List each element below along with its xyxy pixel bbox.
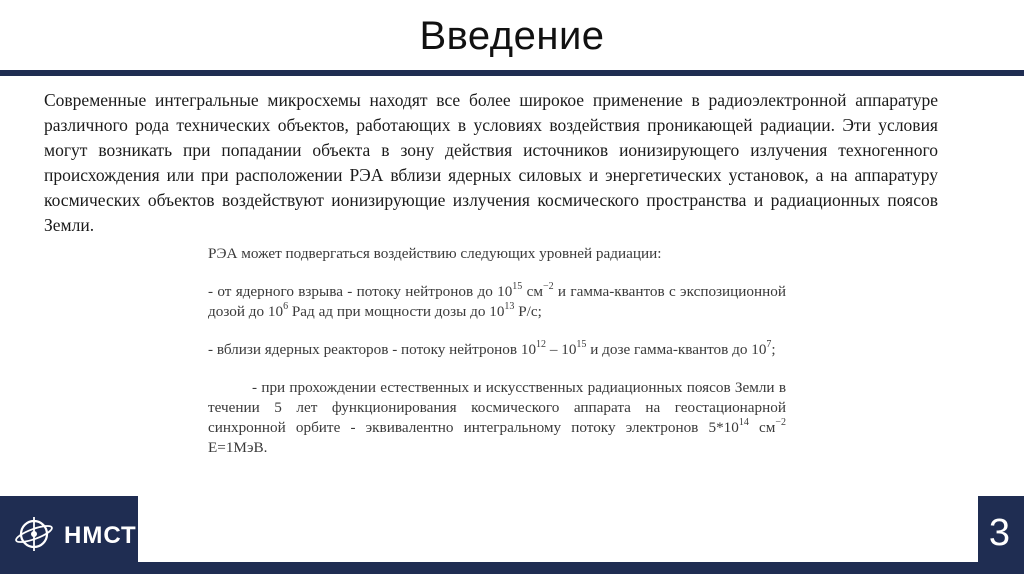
brand-name: НМСТ (64, 522, 137, 549)
footer-content-panel (138, 496, 978, 562)
level-item-nuclear-explosion: - от ядерного взрыва - потоку нейтронов до $10^{15}$ $см^{-2}$ и гамма-квантов с экспозиционной дозой до $10^6$ Рад ад при мощности дозы до $10^{13}$ Р/с; (208, 281, 786, 320)
page-number: 3 (988, 512, 1010, 554)
nmst-logo-icon (14, 514, 54, 554)
level-item-nuclear-reactors: - вблизи ядерных реакторов - потоку нейтронов $10^{12} - 10^{15}$ и дозе гамма-квантов до $10^7$; (208, 339, 776, 358)
intro-paragraph: Современные интегральные микросхемы находят все более широкое применение в радиоэлектронной аппаратуре различного рода технических объектов, работающих в условиях воздействия проникающей радиации. Эти условия могут возникать при попадании объекта в зону действия источников ионизирующего излучения техногенного происхождения или при расположении РЭА вблизи ядерных силовых и энергетических установок, а на аппаратуру космических объектов воздействуют ионизирующие излучения космического пространства и радиационных поясов Земли. (44, 90, 938, 235)
title-divider (0, 70, 1024, 76)
radiation-levels-excerpt (208, 244, 786, 458)
slide-title: Введение (419, 14, 605, 58)
levels-heading: РЭА может подвергаться воздействию следующих уровней радиации: (208, 245, 662, 262)
level-item-radiation-belts: - при прохождении естественных и искусственных радиационных поясов Земли в течении 5 лет функционирования космического аппарата на геостационарной синхронной орбите - эквивалентно интегральному потоку электронов $5*10^{14}$ $см^{-2}$ E=1МэВ. (208, 379, 786, 456)
